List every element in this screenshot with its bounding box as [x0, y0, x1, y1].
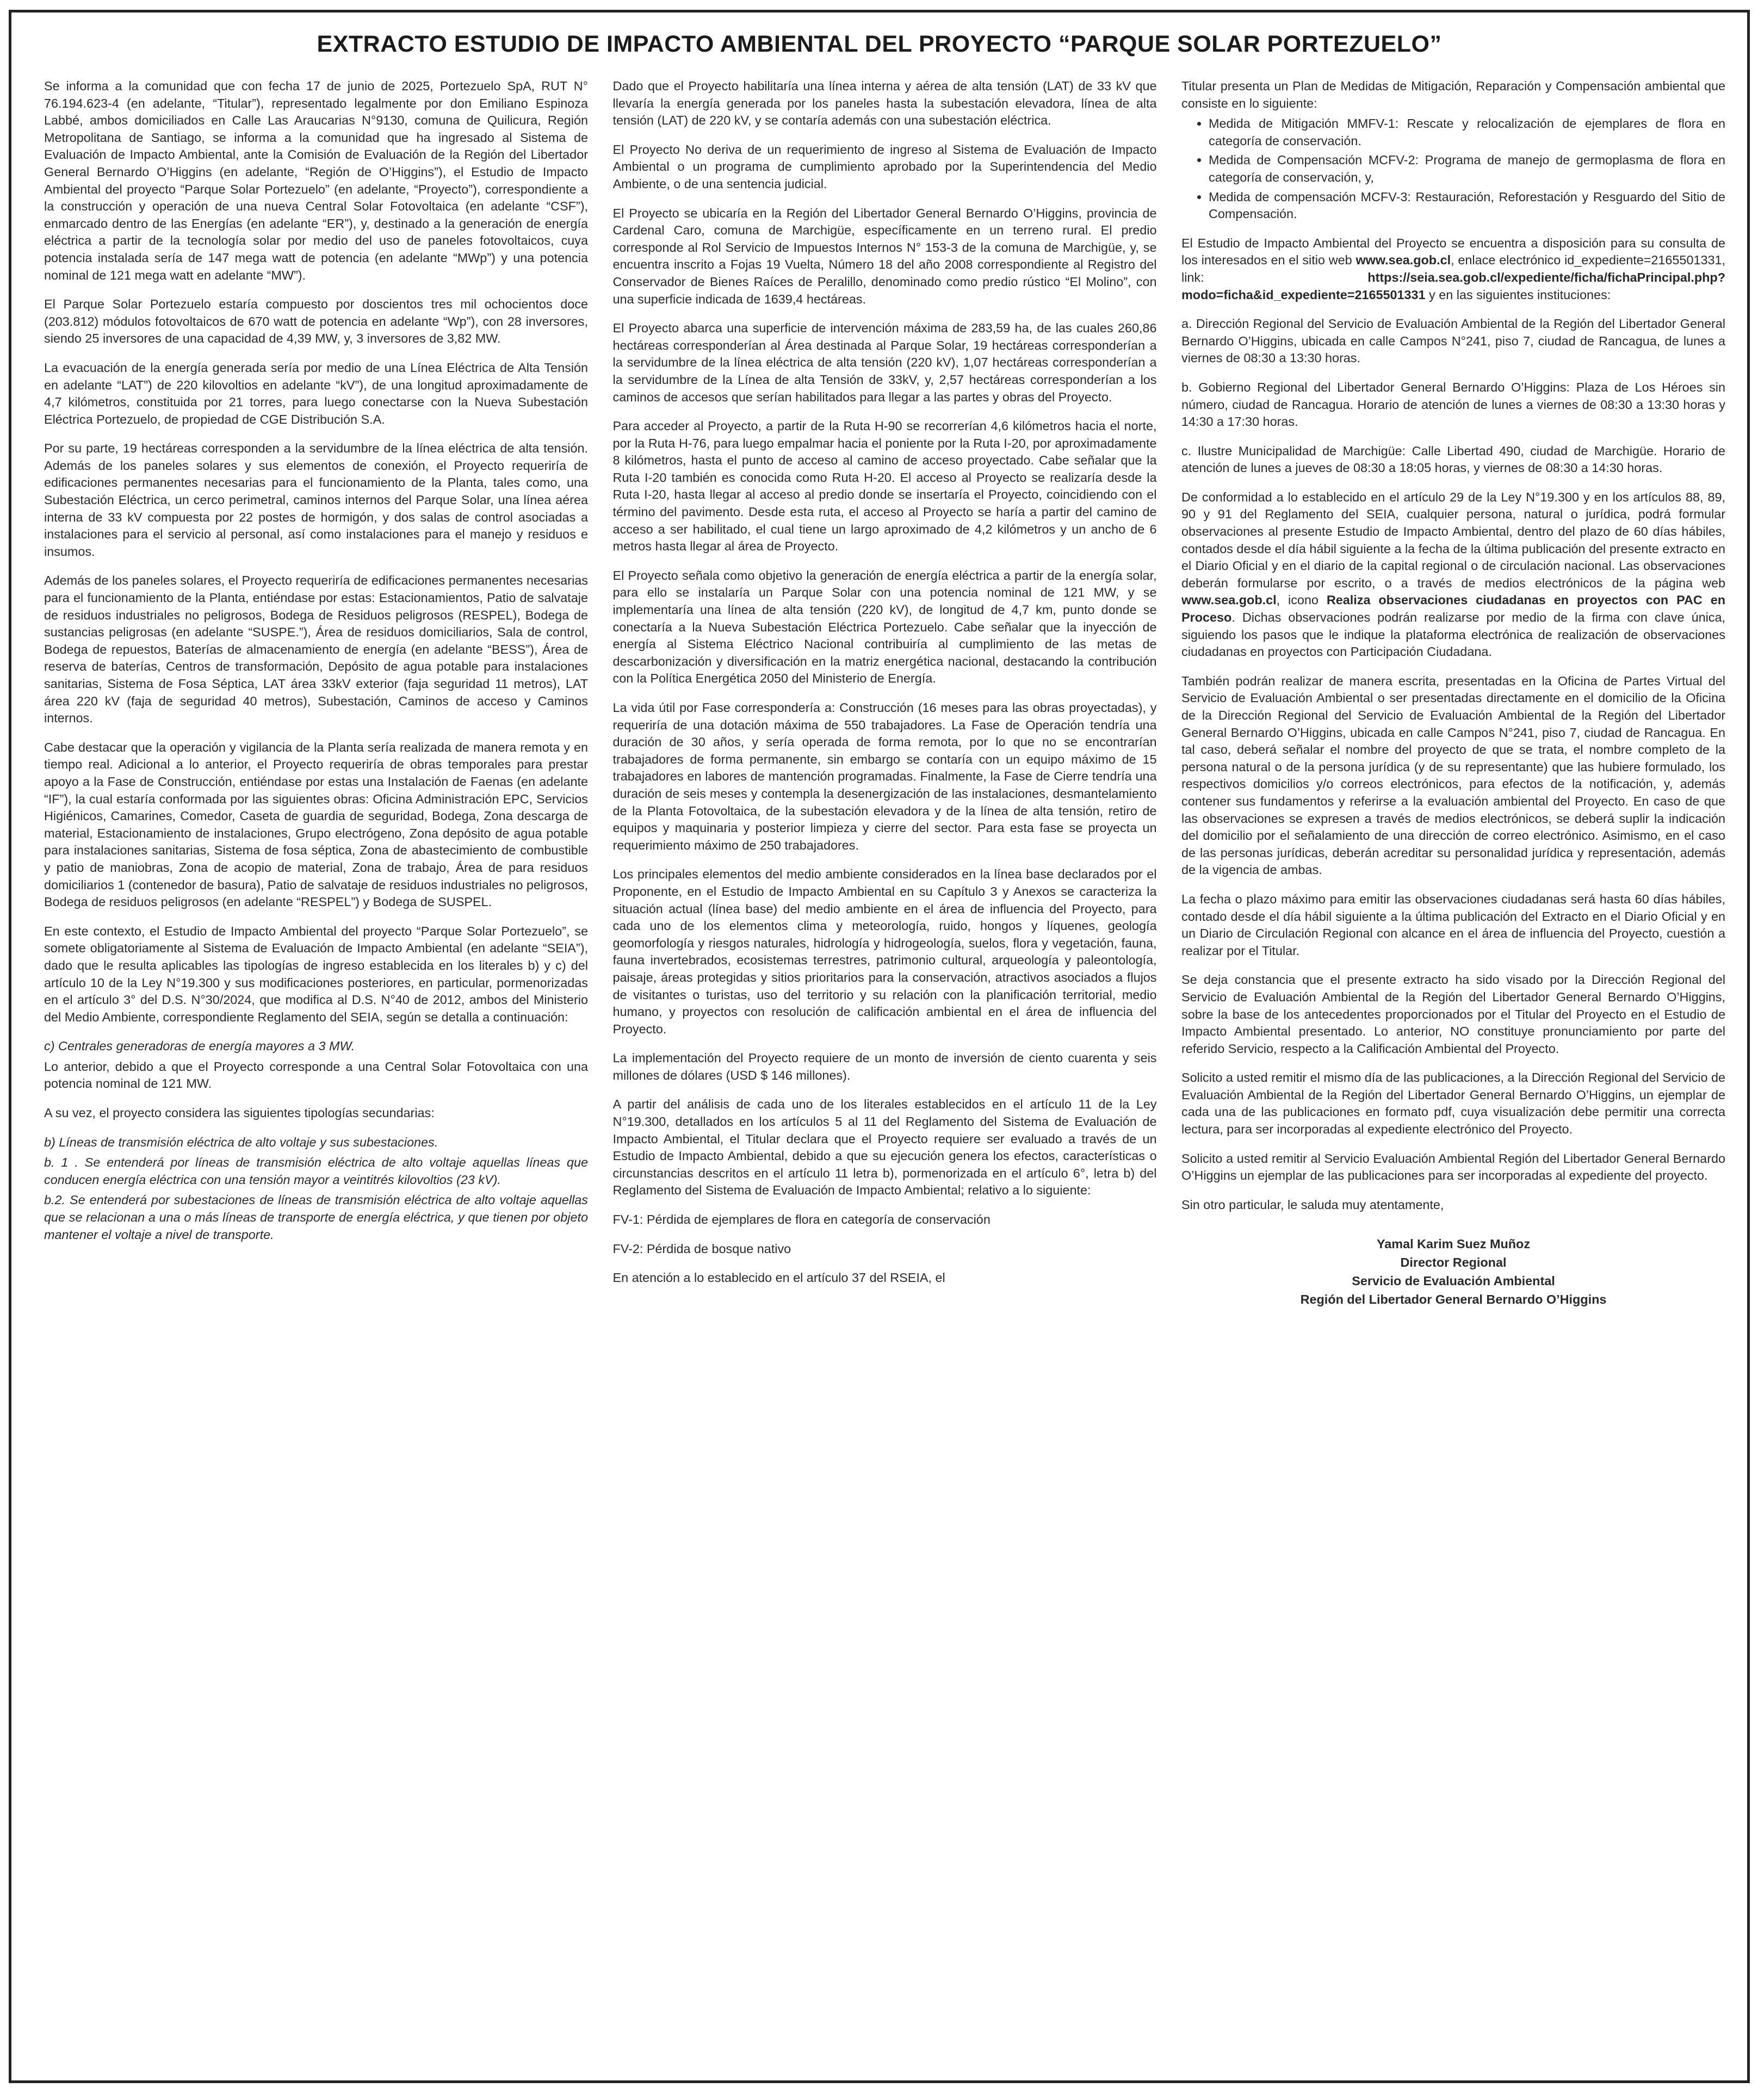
text: , enlace electrónico id_expediente=2165501331, link: [1181, 253, 1725, 284]
paragraph: b. Gobierno Regional del Libertador General Bernardo O’Higgins: Plaza de Los Héroes sin número, ciudad de Rancagua. Horario de atención de lunes a viernes de 08:30 a 13:30 horas y 14:30 a 17:30 horas. [1181, 380, 1725, 429]
signatory-organization: Servicio de Evaluación Ambiental [1352, 1274, 1555, 1288]
typology-detail: b.2. Se entenderá por subestaciones de líneas de transmisión eléctrica de alto voltaje aquellas que se relacionan a una o más líneas de transporte de energía eléctrica, y que tienen por objeto mantener el voltaje a nivel de transporte. [44, 1193, 588, 1242]
paragraph: Los principales elementos del medio ambiente considerados en la línea base declarados por el Proponente, en el Estudio de Impacto Ambiental en su Capítulo 3 y Anexos se caracteriza la situación actual (línea base) del medio ambiente en el área de influencia del Proyecto, para cada uno de los elementos clima y meteorología, ruido, hongos y líquenes, geología geomorfología y riesgos naturales, hidrología y hidrogeología, suelos, flora y vegetación, fauna, fauna invertebrados, ecosistemas terrestres, patrimonio cultural, arqueología y paleontología, paisaje, áreas protegidas y sitios prioritarios para la conservación, atractivos asociados a flujos de visitantes o turistas, uso del territorio y su relación con la planificación territorial, medio humano, y proyectos con resolución de calificación ambiental en el área de influencia del Proyecto. [612, 867, 1157, 1036]
paragraph: También podrán realizar de manera escrita, presentadas en la Oficina de Partes Virtual del Servicio de Evaluación Ambiental o ser presentadas directamente en el domicilio de la Oficina de la Dirección Regional del Servicio de Evaluación Ambiental de la Región del Libertador General Bernardo O’Higgins, ubicada en calle Campos N°241, piso 7, ciudad de Rancagua. En tal caso, deberá señalar el nombre del proyecto de que se trata, el nombre completo de la persona natural o de la persona jurídica (y de su representante) que las hubiere formulado, los respectivos domicilios y/o correos electrónicos, para efectos de la notificación, y, además contener sus fundamentos y referirse a la evaluación ambiental del Proyecto. En caso de que las observaciones se expresen a través de medios electrónicos, se deberá suplir la indicación del domicilio por el señalamiento de una dirección de correo electrónico. Asimismo, en el caso de las personas jurídicas, deberán acreditar su personalidad jurídica y representación, además de la vigencia de ambas. [1181, 673, 1725, 877]
paragraph: c. Ilustre Municipalidad de Marchigüe: Calle Libertad 490, ciudad de Marchigüe. Horario de atención de lunes a jueves de 08:30 a 18:05 horas, y viernes de 08:30 a 14:30 horas. [1181, 443, 1725, 475]
paragraph: A su vez, el proyecto considera las siguientes tipologías secundarias: [44, 1106, 435, 1120]
paragraph: La evacuación de la energía generada sería por medio de una Línea Eléctrica de Alta Tensión en adelante “LAT”) de 220 kilovoltios en adelante “kV”), de una longitud aproximadamente de 4,7 kilómetros, constituida por 21 torres, para luego conectarse con la Nueva Subestación Eléctrica Portezuelo, de propiedad de CGE Distribución S.A. [44, 360, 588, 426]
list-item: • Medida de Mitigación MMFV-1: Rescate y relocalización de ejemplares de flora en categoría de conservación. [1209, 115, 1725, 150]
closing-line: Sin otro particular, le saluda muy atentamente, [1181, 1197, 1444, 1212]
paragraph: Cabe destacar que la operación y vigilancia de la Planta sería realizada de manera remota y en tiempo real. Adicional a lo anterior, el Proyecto requeriría de obras temporales para prestar apoyo a la Fase de Construcción, entiéndase por estas una Instalación de Faenas (en adelante “IF”), la cual estaría conformada por las siguientes obras: Oficina Administración EPC, Servicios Higiénicos, Camarines, Comedor, Caseta de guardia de seguridad, Bodega, Zona descarga de material, Estacionamiento de instalaciones, Grupo electrógeno, Zona depósito de agua potable para instalaciones sanitarias, Sistema de fosa séptica, Zona de abastecimiento de combustible y patio de maniobras, Zona de acopio de material, Zona de trabajo, Área de para residuos domiciliarios 1 (contenedor de basura), Patio de salvataje de residuos industriales no peligrosos, Bodega de residuos peligrosos (en adelante “RESPEL”) y Bodega de SUSPEL. [44, 740, 588, 909]
list-item: • Medida de Compensación MCFV-2: Programa de manejo de germoplasma de flora en categoría de conservación, y, [1209, 152, 1725, 186]
typology-primary: c) Centrales generadoras de energía mayores a 3 MW. [44, 1039, 355, 1054]
paragraph: Dado que el Proyecto habilitaría una línea interna y aérea de alta tensión (LAT) de 33 kV que llevaría la energía generada por los paneles hasta la subestación elevadora, línea de alta tensión (LAT) de 220 kV, y se contaría además con una subestación eléctrica. [612, 79, 1157, 128]
paragraph: Se deja constancia que el presente extracto ha sido visado por la Dirección Regional del Servicio de Evaluación Ambiental de la Región del Libertador General Bernardo O’Higgins, sobre la base de los antecedentes proporcionados por el Titular del Proyecto en el Estudio de Impacto Ambiental presentado. Lo anterior, NO constituye pronunciamiento por parte del referido Servicio, respecto a la Calificación Ambiental del Proyecto. [1181, 972, 1725, 1056]
signatory-region: Región del Libertador General Bernardo O’Higgins [1300, 1292, 1607, 1307]
paragraph [1181, 235, 1725, 303]
pac-icon-label: Realiza observaciones ciudadanas en proyectos con PAC en Proceso [1181, 593, 1725, 625]
column-1 [44, 78, 588, 2080]
paragraph: El Parque Solar Portezuelo estaría compuesto por doscientos tres mil ochocientos doce (203.812) módulos fotovoltaicos de 670 watt de potencia en adelante “Wp”), con 28 inversores, siendo 25 inversores de una capacidad de 4,39 MW, y, 3 inversores de 3,82 MW. [44, 297, 588, 346]
signatory-name: Yamal Karim Suez Muñoz [1376, 1237, 1531, 1252]
text: , icono [1276, 593, 1327, 608]
text-columns [11, 78, 1747, 2080]
sea-website-link[interactable]: www.sea.gob.cl [1181, 593, 1277, 608]
column-3 [1181, 78, 1725, 2080]
paragraph: En atención a lo establecido en el artículo 37 del RSEIA, el [612, 1271, 945, 1285]
paragraph: Titular presenta un Plan de Medidas de Mitigación, Reparación y Compensación ambiental que consiste en lo siguiente: [1181, 79, 1725, 110]
paragraph: Por su parte, 19 hectáreas corresponden a la servidumbre de la línea eléctrica de alta tensión. Además de los paneles solares y sus elementos de conexión, el Proyecto requeriría de edificaciones permanentes necesarias para el funcionamiento de la Planta, tales como, una Subestación Eléctrica, un cerco perimetral, caminos internos del Parque Solar, una línea aérea interna de 33 kV compuesta por 22 postes de hormigón, y dos salas de control asociadas a instalaciones para el servicio al personal, así como instalaciones para el manejo y residuos e insumos. [44, 441, 588, 559]
text: El Estudio de Impacto Ambiental del Proyecto se encuentra a disposición para su consulta de los interesados en el sitio web [1181, 236, 1725, 268]
signatory-role: Director Regional [1400, 1255, 1507, 1270]
effect-item: FV-2: Pérdida de bosque nativo [612, 1241, 791, 1256]
paragraph: La implementación del Proyecto requiere de un monto de inversión de ciento cuarenta y seis millones de dólares (USD $ 146 millones). [612, 1051, 1157, 1082]
paragraph: En este contexto, el Estudio de Impacto Ambiental del proyecto “Parque Solar Portezuelo”, se somete obligatoriamente al Sistema de Evaluación de Impacto Ambiental (en adelante “SEIA”), dado que le resulta aplicables las tipologías de ingreso establecida en los literales b) y c) del artículo 10 de la Ley N°19.300 y sus modificaciones posteriores, en particular, pormenorizadas en el artículo 3° del D.S. N°30/2024, que modifica al D.S. N°40 de 2012, ambos del Ministerio del Medio Ambiente, correspondiente Reglamento del SEIA, según se detalla a continuación: [44, 924, 588, 1024]
paragraph: La fecha o plazo máximo para emitir las observaciones ciudadanas será hasta 60 días hábiles, contado desde el día hábil siguiente a la última publicación del Extracto en el Diario Oficial y en un Diario de Circulación Regional con alcance en el área de influencia del Proyecto, cuestión a realizar por el Titular. [1181, 891, 1725, 958]
paragraph: Se informa a la comunidad que con fecha 17 de junio de 2025, Portezuelo SpA, RUT N° 76.194.623-4 (en adelante, “Titular”), representado legalmente por don Emiliano Espinoza Labbé, ambos domiciliados en Calle Las Araucarias N°9130, comuna de Quilicura, Región Metropolitana de Santiago, se informa a la comunidad que ha ingresado al Sistema de Evaluación de Impacto Ambiental, ante la Comisión de Evaluación de la Región del Libertador General Bernardo O’Higgins (en adelante, “Región de O’Higgins”), el Estudio de Impacto Ambiental del proyecto “Parque Solar Portezuelo” (en adelante, “Proyecto”), correspondiente a la construcción y operación de una nueva Central Solar Fotovoltaica (en adelante “CSF”), enmarcado dentro de las Energías (en adelante “ER”), y, destinado a la generación de energía eléctrica a partir de la tecnología solar por medio del uso de paneles fotovoltaicos, cuya potencia instalada sería de 147 mega watt de potencia (en adelante “MWp”) y una potencia nominal de 121 mega watt en adelante “MW”). [44, 79, 588, 282]
expediente-link[interactable]: https://seia.sea.gob.cl/expediente/ficha/fichaPrincipal.php?modo=ficha&id_expediente=2165501331 [1181, 270, 1725, 302]
paragraph: Solicito a usted remitir el mismo día de las publicaciones, a la Dirección Regional del Servicio de Evaluación Ambiental de la Región del Libertador General Bernardo O’Higgins, un ejemplar de cada una de las publicaciones en formato pdf, cuya visualización debe permitir una correcta lectura, para ser incorporadas al expediente electrónico del Proyecto. [1181, 1070, 1725, 1137]
paragraph: A partir del análisis de cada uno de los literales establecidos en el artículo 11 de la Ley N°19.300, detallados en los artículos 5 al 11 del Reglamento del Sistema de Evaluación de Impacto Ambiental, el Titular declara que el Proyecto requiere ser evaluado a través de un Estudio de Impacto Ambiental, debido a que su ejecución genera los efectos, características o circunstancias descritos en el artículo 11 letra b), pormenorizada en el artículo 6°, letra b) del Reglamento del Sistema de Evaluación de Impacto Ambiental; relativo a lo siguiente: [612, 1097, 1157, 1198]
paragraph: Además de los paneles solares, el Proyecto requeriría de edificaciones permanentes necesarias para el funcionamiento de la Planta, entiéndase por estas: Estacionamientos, Patio de salvataje de residuos industriales no peligrosos, Bodega de Residuos peligrosos (RESPEL), Bodega de sustancias peligrosas (en adelante “SUSPE.”), Área de residuos domiciliarios, Sala de control, Bodega de repuestos, Baterías de almacenamiento de energía (en adelante “BESS”), Área de reserva de baterías, Centros de transformación, Depósito de agua potable para instalaciones sanitarias, Sistema de Fosa Séptica, LAT área 33kV exterior (faja seguridad 11 metros), LAT área 220 kV (faja de seguridad 40 metros), Subestación, Caminos de acceso y Caminos internos. [44, 573, 588, 726]
paragraph [1181, 489, 1725, 661]
effect-item: FV-1: Pérdida de ejemplares de flora en categoría de conservación [612, 1212, 991, 1227]
sea-website-link[interactable]: www.sea.gob.cl [1356, 253, 1451, 268]
text: De conformidad a lo establecido en el artículo 29 de la Ley N°19.300 y en los artículos 88, 89, 90 y 91 del Reglamento del SEIA, cualquier persona, natural o jurídica, podrá formular observaciones al presente Estudio de Impacto Ambiental, dentro del plazo de 60 días hábiles, contados desde el día hábil siguiente a la fecha de la última publicación del presente extracto en el Diario Oficial y en el diario de la capital regional o de circulación nacional. Las observaciones deberán formularse por escrito, o a través de medios electrónicos de la página web [1181, 490, 1725, 590]
paragraph: La vida útil por Fase correspondería a: Construcción (16 meses para las obras proyectadas), y requeriría de una dotación máxima de 550 trabajadores. La Fase de Operación tendría una duración de 30 años, y sería operada de forma remota, por lo que no se encontrarían trabajadores de forma permanente, sin embargo se contaría con un equipo máximo de 15 trabajadores en labores de mantención programadas. Finalmente, la Fase de Cierre tendría una duración de seis meses y contempla la desenergización de las instalaciones, desmantelamiento de la Planta Fotovoltaica, de la subestación elevadora y de la línea de alta tensión, retiro de equipos y maquinaria y posterior limpieza y cierre del sector. Para esta fase se proyecta un requerimiento máximo de 250 trabajadores. [612, 701, 1157, 852]
paragraph: El Proyecto señala como objetivo la generación de energía eléctrica a partir de la energía solar, para ello se instalaría un Parque Solar con una potencia nominal de 121 MW, y se implementaría una línea de alta tensión (220 kV), de longitud de 4,7 km, punto donde se conectaría a la Nueva Subestación Eléctrica Portezuelo. Cabe señalar que la inyección de energía al Sistema Eléctrico Nacional contribuiría al cumplimiento de las metas de descarbonización y diversificación en la matriz energética nacional, destacando la contribución con la Política Energética 2050 del Ministerio de Energía. [612, 568, 1157, 686]
list-item: • Medida de compensación MCFV-3: Restauración, Reforestación y Resguardo del Sitio de Compensación. [1209, 189, 1725, 223]
notice-page [9, 10, 1750, 2083]
text: y en las siguientes instituciones: [1425, 287, 1611, 302]
typology-detail: b. 1 . Se entenderá por líneas de transmisión eléctrica de alto voltaje aquellas líneas que conducen energía eléctrica con una tensión mayor a veintitrés kilovoltios (23 kV). [44, 1155, 588, 1187]
text: . Dichas observaciones podrán realizarse por medio de la firma con clave única, siguiendo los pasos que le indique la plataforma electrónica de realización de observaciones ciudadanas en proyectos con Participación Ciudadana. [1181, 610, 1725, 659]
signature-block [1181, 1235, 1725, 1309]
paragraph: El Proyecto se ubicaría en la Región del Libertador General Bernardo O’Higgins, provincia de Cardenal Caro, comuna de Marchigüe, específicamente en un terreno rural. El predio corresponde al Rol Servicio de Impuestos Internos N° 153-3 de la comuna de Marchigüe, y, se encuentra inscrito a Fojas 19 Vuelta, Número 18 del año 2008 correspondiente al Registro del Conservador de Bienes Raíces de Peralillo, denominado como predio rústico “El Molino”, con una superficie indicada de 1639,4 hectáreas. [612, 206, 1157, 306]
paragraph: Para acceder al Proyecto, a partir de la Ruta H-90 se recorrerían 4,6 kilómetros hacia el norte, por la Ruta H-76, para luego empalmar hacia el poniente por la Ruta I-20, por aproximadamente 8 kilómetros, hasta el punto de acceso al camino de acceso proyectado. Cabe señalar que la Ruta I-20 también es conocida como Ruta H-20. El acceso al Proyecto se realizaría desde la Ruta I-20, hasta llegar al acceso al predio donde se insertaría el Proyecto, coincidiendo con el término del pavimento. Desde esta ruta, el acceso al Proyecto se haría a partir del camino de acceso a ser habilitado, el cual tiene un largo aproximado de 4,2 kilómetros y un ancho de 6 metros hasta llegar al área de Proyecto. [612, 419, 1157, 554]
paragraph: a. Dirección Regional del Servicio de Evaluación Ambiental de la Región del Libertador General Bernardo O’Higgins, ubicada en calle Campos N°241, piso 7, ciudad de Rancagua, de lunes a viernes de 08:30 a 13:30 horas. [1181, 317, 1725, 365]
paragraph: Solicito a usted remitir al Servicio Evaluación Ambiental Región del Libertador General Bernardo O’Higgins un ejemplar de las publicaciones para ser incorporadas al expediente del proyecto. [1181, 1151, 1725, 1183]
paragraph: Lo anterior, debido a que el Proyecto corresponde a una Central Solar Fotovoltaica con una potencia nominal de 121 MW. [44, 1059, 588, 1091]
paragraph: El Proyecto abarca una superficie de intervención máxima de 283,59 ha, de las cuales 260,86 hectáreas corresponderían al Área destinada al Parque Solar, 19 hectáreas corresponderían a la servidumbre de la línea eléctrica de alta tensión (220 kV), 1,07 hectáreas corresponderían a la servidumbre de la Línea de alta Tensión de 33kV, y, 2,57 hectáreas corresponderían a los caminos de accesos que serían habilitados para llegar a las partes y obras del Proyecto. [612, 321, 1157, 404]
column-2 [613, 78, 1157, 2080]
measures-list [1181, 115, 1725, 223]
paragraph: El Proyecto No deriva de un requerimiento de ingreso al Sistema de Evaluación de Impacto Ambiental o un programa de cumplimiento aprobado por la Superintendencia del Medio Ambiente, o de una sentencia judicial. [612, 142, 1157, 191]
typology-secondary: b) Líneas de transmisión eléctrica de alto voltaje y sus subestaciones. [44, 1135, 438, 1149]
notice-title: EXTRACTO ESTUDIO DE IMPACTO AMBIENTAL DEL PROYECTO “PARQUE SOLAR PORTEZUELO” [317, 31, 1442, 57]
